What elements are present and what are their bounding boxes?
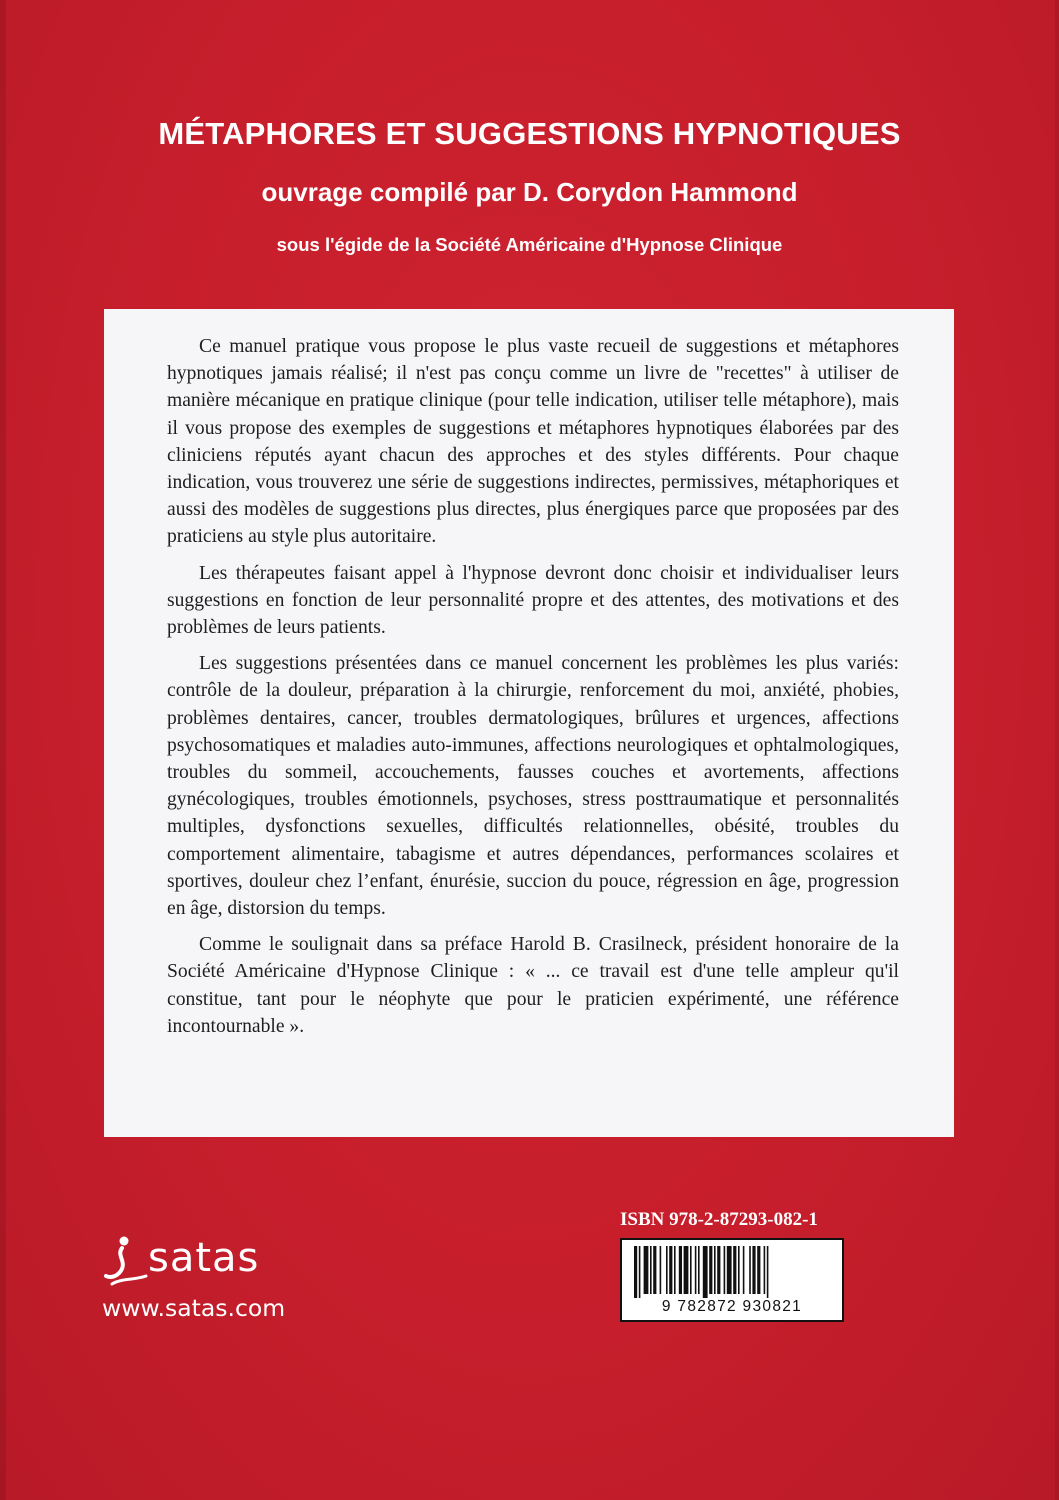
publisher-block [102,1232,362,1342]
publisher-website: www.satas.com [102,1294,286,1322]
isbn-label: ISBN 978-2-87293-082-1 [620,1209,818,1230]
publisher-logo-text: satas [148,1235,260,1281]
barcode-number: 9 782872 930821 [661,1298,803,1315]
blurb-paragraph: Les suggestions présentées dans ce manuel concernent les problèmes les plus variés: contrôle de la douleur, préparation à la chirurgie, renforcement du moi, anxiété, phobies, problèmes dentaires, cancer, troubles dermatologiques, brûlures et urgences, affections psychosomatiques et maladies auto-immunes, affections neurologiques et ophtalmologiques, troubles du sommeil, accouchements, fausses couches et avortements, affections gynécologiques, troubles émotionnels, psychoses, stress posttraumatique et personnalités multiples, dysfonctions sexuelles, difficultés relationnelles, obésité, troubles du comportement alimentaire, tabagisme et autres dépendances, performances scolaires et sportives, douleur chez l’enfant, énurésie, succion du pouce, régression en âge, progression en âge, distorsion du temps. [167,653,899,920]
book-subtitle: ouvrage compilé par D. Corydon Hammond [261,177,798,207]
blurb-paragraph: Comme le soulignait dans sa préface Harold B. Crasilneck, président honoraire de la Société Américaine d'Hypnose Clinique : « ... ce travail est d'une telle ampleur qu'il constitue, tant pour le néophyte que pour le praticien expérimenté, une référence incontournable ». [167,934,899,1037]
blurb-panel [104,309,954,1137]
blurb-paragraph: Les thérapeutes faisant appel à l'hypnose devront donc choisir et individualiser leurs suggestions en fonction de leur personnalité propre et des attentes, des motivations et des problèmes de leurs patients. [167,562,899,639]
isbn-barcode [620,1238,844,1322]
book-patronage: sous l'égide de la Société Américaine d'Hypnose Clinique [276,234,783,255]
blurb-paragraph: Ce manuel pratique vous propose le plus vaste recueil de suggestions et métaphores hypnotiques jamais réalisé; il n'est pas conçu comme un livre de "recettes" à utiliser de manière mécanique en pratique clinique (pour telle indication, utiliser telle métaphore), mais il vous propose des exemples de suggestions et métaphores hypnotiques élaborées par des cliniciens réputés ayant chacun des approches et des styles différents. Pour chaque indication, vous trouverez une série de suggestions indirectes, permissives, métaphoriques et aussi des modèles de suggestions plus directes, plus énergiques parce que proposées par des praticiens au style plus autoritaire. [167,336,899,548]
book-title: MÉTAPHORES ET SUGGESTIONS HYPNOTIQUES [158,116,901,151]
